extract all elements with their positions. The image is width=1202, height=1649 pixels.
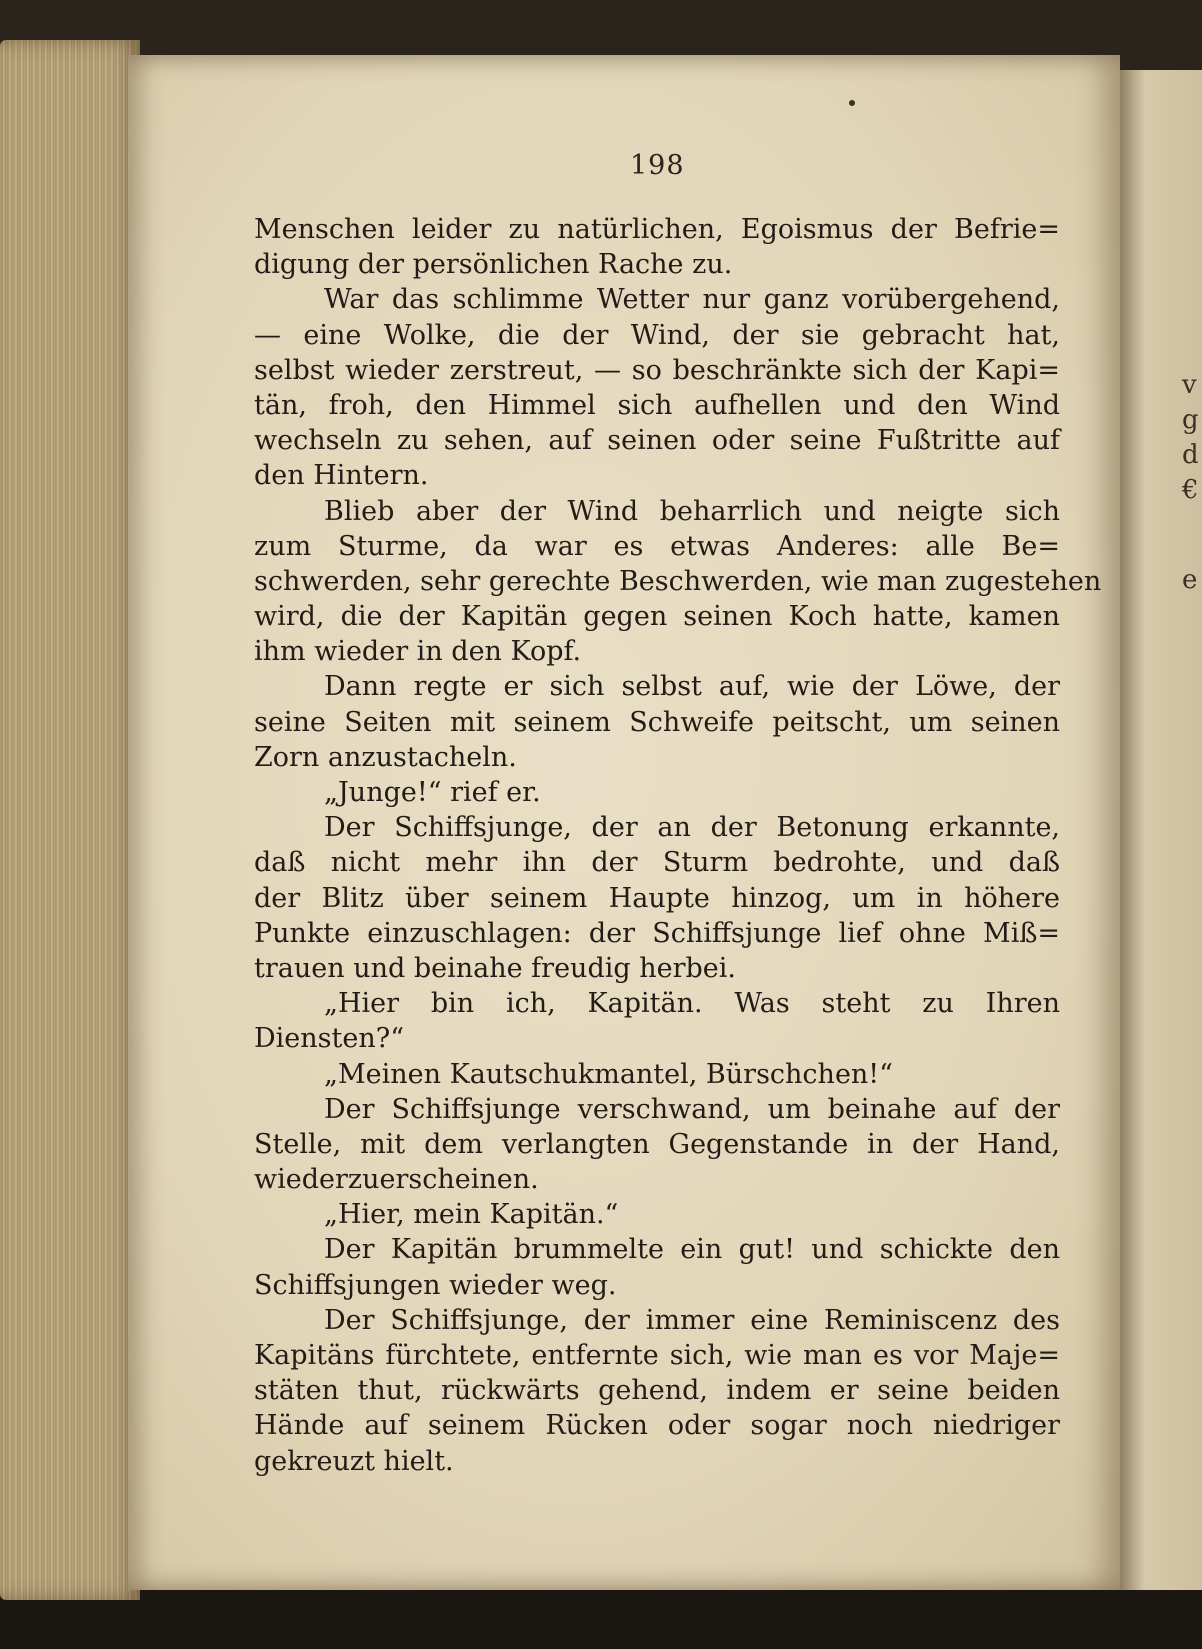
text-line: wechseln zu sehen, auf seinen oder seine Fußtritte auf: [254, 425, 1060, 457]
text-line: Der Schiffsjunge verschwand, um beinahe auf der: [324, 1093, 1060, 1125]
text-line: War das schlimme Wetter nur ganz vorübergehend,: [324, 284, 1060, 316]
text-line: wiederzuerscheinen.: [254, 1164, 539, 1196]
text-line: wird, die der Kapitän gegen seinen Koch hatte, kamen: [254, 601, 1060, 633]
text-line: Zorn anzustacheln.: [254, 741, 517, 773]
text-line: „Hier, mein Kapitän.“: [324, 1199, 619, 1231]
text-line: selbst wieder zerstreut, — so beschränkte sich der Kapi=: [254, 354, 1060, 386]
text-line: „Hier bin ich, Kapitän. Was steht zu Ihren: [324, 988, 1060, 1020]
text-line: digung der persönlichen Rache zu.: [254, 249, 733, 281]
text-line: Schiffsjungen wieder weg.: [254, 1269, 617, 1301]
next-page-letter: €: [1182, 475, 1199, 505]
text-line: Der Schiffsjunge, der immer eine Reminiscenz des: [324, 1304, 1060, 1336]
text-line: stäten thut, rückwärts gehend, indem er seine beiden: [254, 1375, 1060, 1407]
text-line: Blieb aber der Wind beharrlich und neigte sich: [324, 495, 1060, 527]
text-line: ihm wieder in den Kopf.: [254, 636, 582, 668]
text-line: Dann regte er sich selbst auf, wie der Löwe, der: [324, 671, 1060, 703]
text-line: trauen und beinahe freudig herbei.: [254, 952, 736, 984]
next-page-letter: d: [1182, 440, 1199, 470]
text-line: Der Kapitän brummelte ein gut! und schickte den: [324, 1234, 1060, 1266]
text-line: Kapitäns fürchtete, entfernte sich, wie man es vor Maje=: [254, 1340, 1060, 1371]
text-line: — eine Wolke, die der Wind, der sie gebracht hat,: [254, 319, 1060, 351]
text-line: gekreuzt hielt.: [254, 1445, 454, 1477]
body-text: [254, 212, 1102, 1479]
next-page-letter: v: [1182, 370, 1197, 400]
text-line: Punkte einzuschlagen: der Schiffsjunge lief ohne Miß=: [254, 917, 1060, 949]
text-line: Der Schiffsjunge, der an der Betonung erkannte,: [324, 812, 1060, 844]
text-line: seine Seiten mit seinem Schweife peitscht, um seinen: [254, 706, 1060, 738]
next-page-letter: g: [1182, 405, 1199, 435]
text-line: tän, froh, den Himmel sich aufhellen und den Wind: [254, 389, 1060, 421]
page-edges: [0, 40, 140, 1600]
text-line: Diensten?“: [254, 1023, 405, 1055]
next-page-letter: e: [1182, 565, 1198, 595]
text-line: Menschen leider zu natürlichen, Egoismus der Befrie=: [254, 214, 1060, 245]
text-line: schwerden, sehr gerechte Beschwerden, wie man zugestehen: [254, 565, 1102, 597]
text-line: Stelle, mit dem verlangten Gegenstande in der Hand,: [254, 1128, 1060, 1160]
text-line: „Junge!“ rief er.: [324, 777, 541, 808]
text-line: zum Sturme, da war es etwas Anderes: alle Be=: [254, 530, 1060, 562]
text-line: „Meinen Kautschukmantel, Bürschchen!“: [324, 1058, 893, 1090]
next-page-edge: [1120, 70, 1202, 1590]
text-line: den Hintern.: [254, 460, 429, 492]
text-line: Hände auf seinem Rücken oder sogar noch niedriger: [254, 1410, 1060, 1442]
ink-mark: [849, 100, 855, 106]
page-number: 198: [630, 150, 685, 181]
text-line: daß nicht mehr ihn der Sturm bedrohte, und daß: [254, 847, 1060, 879]
text-line: der Blitz über seinem Haupte hinzog, um in höhere: [254, 882, 1060, 914]
